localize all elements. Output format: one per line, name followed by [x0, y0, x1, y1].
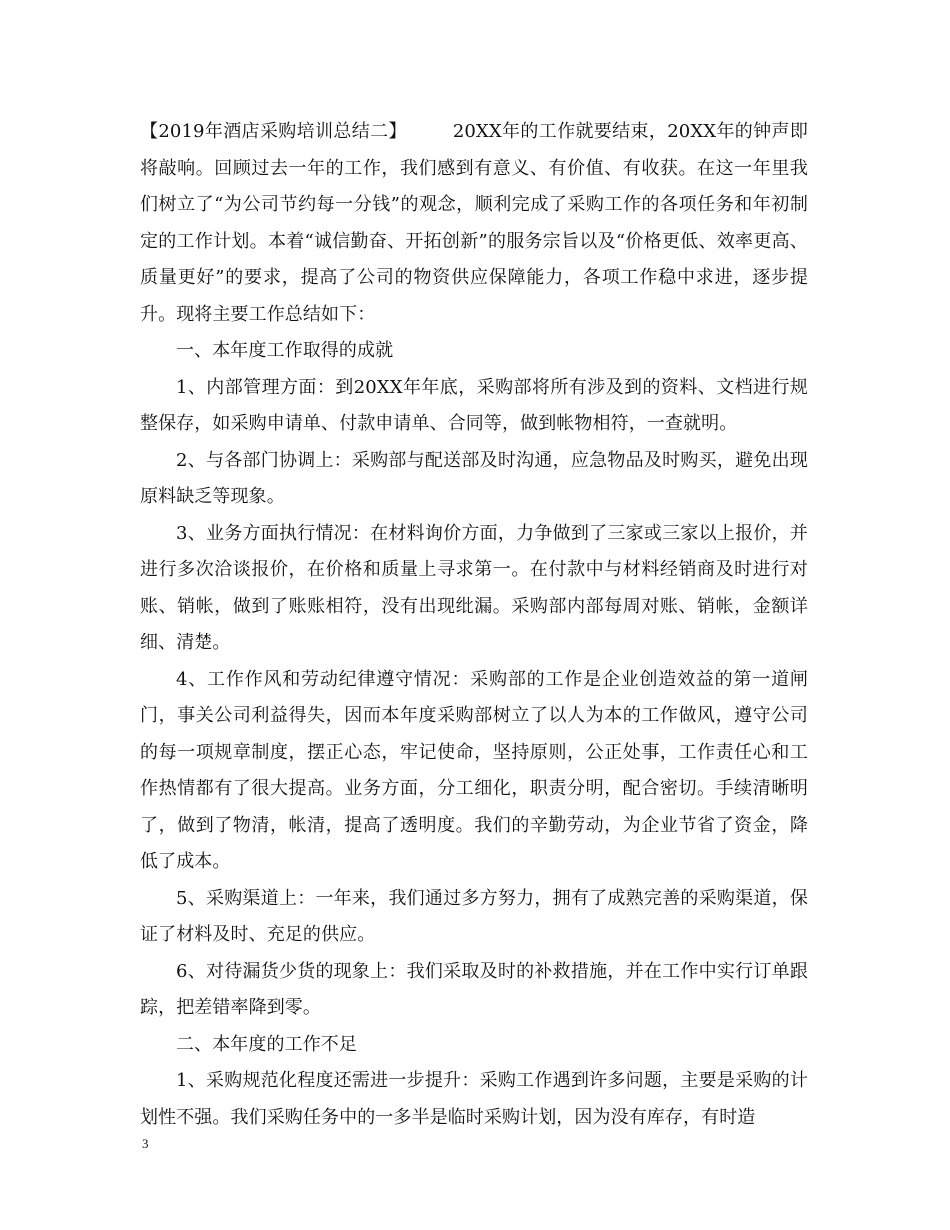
document-title: 【2019年酒店采购培训总结二】: [140, 121, 407, 142]
section-heading-shortcomings: 二、本年度的工作不足: [176, 1033, 357, 1055]
page-number: 3: [142, 1136, 149, 1151]
achievement-item: 2、与各部门协调上：采购部与配送部及时沟通，应急物品及时购买，避免出现原料缺乏等现象。: [140, 449, 808, 507]
achievement-item: 4、工作作风和劳动纪律遵守情况：采购部的工作是企业创造效益的第一道闸门，事关公司利益得失，因而本年度采购部树立了以人为本的工作做风，遵守公司的每一项规章制度，摆正心态，牢记使命，坚持原则，公正处事，工作责任心和工作热情都有了很大提高。业务方面，分工细化，职责分明，配合密切。手续清晰明了，做到了物清，帐清，提高了透明度。我们的辛勤劳动，为企业节省了资金，降低了成本。: [140, 668, 808, 872]
document-body: [140, 114, 808, 1136]
achievement-item: 6、对待漏货少货的现象上：我们采取及时的补救措施，并在工作中实行订单跟踪，把差错率降到零。: [140, 960, 808, 1018]
intro-text: 20XX年的工作就要结束，20XX年的钟声即将敲响。回顾过去一年的工作，我们感到有意义、有价值、有收获。在这一年里我们树立了“为公司节约每一分钱”的观念，顺利完成了采购工作的各项任务和年初制定的工作计划。本着“诚信勤奋、开拓创新”的服务宗旨以及“价格更低、效率更高、质量更好”的要求，提高了公司的物资供应保障能力，各项工作稳中求进，逐步提升。现将主要工作总结如下：: [140, 121, 808, 325]
intro-paragraph: [140, 114, 808, 333]
section-heading-achievements: 一、本年度工作取得的成就: [176, 340, 394, 361]
achievement-item: 3、业务方面执行情况：在材料询价方面，力争做到了三家或三家以上报价，并进行多次洽谈报价，在价格和质量上寻求第一。在付款中与材料经销商及时进行对账、销帐，做到了账账相符，没有出现纰漏。采购部内部每周对账、销帐，金额详细、清楚。: [140, 522, 808, 653]
achievement-item: 1、内部管理方面：到20XX年年底，采购部将所有涉及到的资料、文档进行规整保存，如采购申请单、付款申请单、合同等，做到帐物相符，一查就明。: [140, 376, 808, 434]
achievement-item: 5、采购渠道上：一年来，我们通过多方努力，拥有了成熟完善的采购渠道，保证了材料及时、充足的供应。: [140, 887, 808, 945]
shortcoming-item: 1、采购规范化程度还需进一步提升：采购工作遇到许多问题，主要是采购的计划性不强。我们采购任务中的一多半是临时采购计划，因为没有库存，有时造: [140, 1070, 808, 1128]
